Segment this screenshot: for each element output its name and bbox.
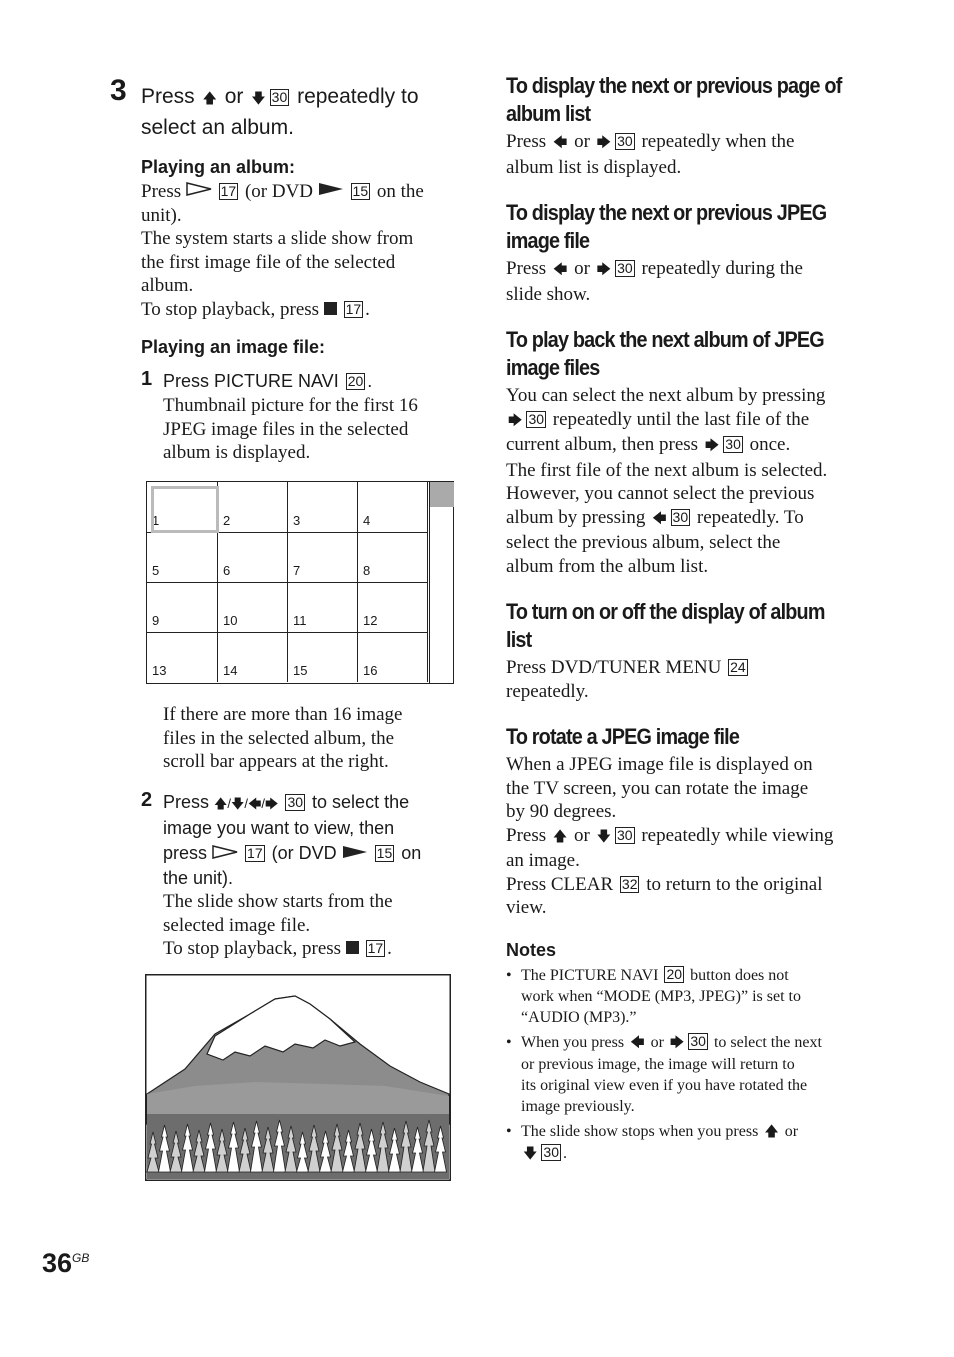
arrow-up-icon: 🡅 [202,90,217,106]
sub-step-1-number: 1 [141,368,153,390]
arrow-left-icon: 🡄 [630,1035,645,1051]
para-album-list-display [506,656,906,703]
arrows-4way-icon: 🡅/🡇/🡄/🡆 [214,796,279,811]
thumbnail-cell[interactable] [147,533,218,583]
arrow-left-icon: 🡄 [552,136,568,151]
h1-l2: album list [506,101,591,126]
button-ref-30: 30 [528,410,545,427]
thumbnail-label: 1 [152,513,160,528]
p3-3end: once. [744,434,791,455]
arrow-up-icon: 🡅 [552,829,568,845]
heading-next-album [506,326,866,382]
p3-6end: repeatedly. To [692,506,804,528]
pa-stop: To stop playback, press [141,298,324,320]
thumbnail-label: 10 [223,613,238,628]
thumbnail-label: 12 [363,613,378,628]
button-ref-17: 17 [220,183,237,199]
thumbnail-cell[interactable] [288,583,358,633]
sub-step-1-text: Press PICTURE NAVI 20 . [163,371,373,391]
h2-l1: To display the next or previous JPEG [506,200,827,225]
thumbnail-cell[interactable] [147,583,218,633]
n1d: “AUDIO (MP3).” [521,1008,637,1026]
play-filled-icon [318,182,344,196]
arrow-up-icon: 🡅 [764,1124,779,1140]
n2d: its original view even if you have rotated the [521,1076,808,1094]
scrollbar-track[interactable] [429,482,454,683]
n3a: The slide show stops when you press [521,1122,763,1140]
h1-l1: To display the next or previous page of [506,73,842,98]
s2-or-dvd: (or DVD [266,843,342,863]
n1c: work when “MODE (MP3, JPEG)” is set to [521,987,801,1005]
p5-3: by 90 degrees. [506,801,617,822]
arrow-down-icon: 🡇 [523,1146,538,1162]
pa-press: Press [141,181,186,202]
sub-step-2-number: 2 [141,789,153,811]
thumbnail-label: 2 [223,513,231,528]
s2-l2: image you want to view, then [163,818,395,838]
p4b: repeatedly. [506,680,589,702]
button-ref-30: 30 [617,133,633,149]
thumbnail-cell[interactable] [288,533,358,583]
button-ref-30: 30 [617,826,633,843]
p5-5: an image. [506,850,580,871]
heading-next-page-album-list [506,72,866,128]
button-ref-30: 30 [690,1032,706,1049]
s2-l1-end: to select the [307,792,410,812]
p1b: repeatedly when the [636,131,795,152]
p5-4b: repeatedly while viewing [636,824,834,846]
arrow-right-icon: 🡆 [596,136,612,151]
p3-8: album from the album list. [506,555,709,577]
bullet-icon: • [506,1122,512,1140]
arrow-right-icon: 🡆 [704,439,720,454]
stop-icon [346,941,359,954]
page-suffix: GB [72,1251,90,1265]
thumbnail-cell[interactable] [358,533,428,583]
n2c: or previous image, the image will return to [521,1055,795,1073]
p3-4: The first file of the next album is selected. [506,459,828,481]
notes-title: Notes [506,939,557,960]
thumbnail-label: 15 [293,663,308,678]
scroll-note [163,703,463,774]
p3-2: repeatedly until the last file of the [548,408,810,430]
pa-desc3: album. [141,275,194,296]
thumbnail-cell[interactable] [218,533,288,583]
thumbnail-cell[interactable] [147,633,218,682]
thumbnail-cell[interactable] [358,633,428,682]
pa-on-the: on the [372,181,424,202]
button-ref-30: 30 [271,89,288,105]
thumbnail-label: 5 [152,563,160,578]
p3-6: album by pressing [506,506,651,528]
p4a: Press DVD/TUNER MENU [506,657,727,678]
s2-l3-press: press [163,843,213,863]
notes-list [506,965,906,1165]
step-3-text [141,82,471,142]
thumbnail-label: 16 [363,663,378,678]
button-ref-30: 30 [725,436,741,452]
thumbnail-cell[interactable] [288,633,358,682]
scrollbar-thumb[interactable] [430,482,454,507]
h4-l1: To turn on or off the display of album [506,599,825,624]
p2or: or [569,258,595,279]
button-ref-17: 17 [345,300,362,317]
button-ref-15: 15 [352,183,369,199]
p5-6a: Press CLEAR [506,873,618,895]
thumbnail-label: 14 [223,663,238,678]
page-number [42,1248,89,1279]
sub-step-1-desc [163,394,463,465]
p3-1: You can select the next album by pressing [506,385,826,406]
button-ref-30: 30 [543,1143,559,1160]
thumbnail-cell[interactable] [218,482,288,533]
heading-rotate-jpeg: To rotate a JPEG image file [506,724,740,749]
button-ref-17: 17 [247,845,263,861]
button-ref-30: 30 [672,508,689,525]
thumbnail-label: 13 [152,663,167,678]
thumbnail-label: 3 [293,513,301,528]
scroll-note-l2: files in the selected album, the [163,727,395,749]
selected-thumbnail-highlight [151,486,219,533]
p1or: or [569,131,595,152]
right-column [506,72,906,1165]
step-3-or: or [218,85,250,108]
button-ref-20: 20 [347,373,364,389]
playing-album-title: Playing an album: [141,157,296,177]
pa-desc2: the first image file of the selected [141,251,396,273]
p1a: Press [506,131,551,152]
n2b: to select the next [709,1033,822,1051]
p5-4a: Press [506,824,551,846]
arrow-down-icon: 🡇 [251,90,266,106]
pa-unit: unit). [141,204,182,226]
note-item-1 [506,965,906,1028]
button-ref-30: 30 [287,794,304,810]
s2-l4: the unit). [163,868,234,888]
thumbnail-cell[interactable] [218,633,288,682]
s2-stop: To stop playback, press [163,938,346,959]
page-number-value: 36 [42,1248,73,1278]
play-filled-icon [342,845,368,859]
p3-7: select the previous album, select the [506,532,781,553]
s2-d2: selected image file. [163,914,311,936]
mountain-illustration [145,974,451,1181]
step-3-number: 3 [110,74,127,107]
s2-press: Press [163,792,215,812]
button-ref-17: 17 [367,940,384,956]
heading-album-list-display [506,598,866,654]
thumbnail-cell[interactable] [358,583,428,633]
step-3-press: Press [141,85,201,108]
h2-l2: image file [506,228,590,253]
para-rotate-jpeg [506,753,906,920]
step-3-repeatedly: repeatedly to [291,85,419,108]
p5-2: the TV screen, you can rotate the image [506,777,809,799]
s2-on: on [396,843,422,863]
playing-image-title: Playing an image file: [141,337,326,357]
arrow-right-icon: 🡆 [596,263,612,278]
thumbnail-label: 4 [363,513,371,528]
note-item-3: • The slide show stops when you press 🡅 or 🡇 30 . [506,1121,906,1165]
button-ref-30: 30 [617,260,633,276]
n2or: or [646,1033,668,1051]
ps1-d2: JPEG image files in the selected [163,418,409,440]
bullet-icon: • [506,966,512,984]
bullet-icon: • [506,1033,512,1051]
playing-album-text: Press 17 (or DVD 15 on the unit). The system starts a slide show from the first image file of the selected album. To stop playback, press 17 . [141,181,424,320]
thumbnail-label: 6 [223,563,231,578]
p5-7: view. [506,897,547,918]
thumbnail-cell[interactable] [288,482,358,533]
play-outline-icon [212,845,238,859]
ps1-d3: album is displayed. [163,442,311,463]
p2a: Press [506,258,551,279]
pa-or-dvd: (or DVD [240,181,318,202]
thumbnail-label: 9 [152,613,160,628]
thumbnail-grid [146,481,454,684]
arrow-left-icon: 🡄 [552,263,568,278]
h4-l2: list [506,627,532,652]
play-outline-icon [186,182,212,196]
para-next-jpeg [506,257,906,306]
p1c: album list is displayed. [506,156,682,178]
step-3-line2: select an album. [141,116,294,139]
p3-3: current album, then press [506,434,703,455]
arrow-down-icon: 🡇 [596,829,612,845]
h3-l1: To play back the next album of JPEG [506,327,824,352]
p5-4or: or [569,824,595,846]
scroll-note-l3: scroll bar appears at the right. [163,751,389,772]
pa-desc1: The system starts a slide show from [141,228,414,249]
p3-5: However, you cannot select the previous [506,483,815,504]
ps1-text: Press PICTURE NAVI [163,371,344,391]
p2c: slide show. [506,283,591,305]
button-ref-24: 24 [730,659,746,675]
p5-1: When a JPEG image file is displayed on [506,754,813,775]
sub-step-2-desc: The slide show starts from the selected image file. To stop playback, press 17 . [163,891,393,959]
h3-l2: image files [506,355,600,380]
thumbnail-cell[interactable] [358,482,428,533]
heading-next-jpeg [506,199,866,255]
arrow-right-icon: 🡆 [508,413,523,429]
thumbnail-label: 11 [293,613,307,628]
para-next-page [506,130,906,179]
n2e: image previously. [521,1097,635,1115]
sub-step-2-text [163,790,463,891]
button-ref-32: 32 [621,875,638,892]
arrow-left-icon: 🡄 [652,511,667,527]
s2-d1: The slide show starts from the [163,891,393,912]
n3or: or [780,1122,799,1140]
note-item-2 [506,1032,906,1117]
p2b: repeatedly during the [636,258,803,279]
ps1-d1: Thumbnail picture for the first 16 [163,395,418,416]
n2a: When you press [521,1033,629,1051]
arrow-right-icon: 🡆 [669,1035,685,1051]
stop-icon [324,302,337,315]
button-ref-15: 15 [376,845,393,861]
n1b: button does not [686,966,789,984]
thumbnail-cell[interactable] [218,583,288,633]
para-next-album [506,384,906,578]
p5-6b: to return to the original [641,873,823,895]
n1a: The PICTURE NAVI [521,966,663,984]
thumbnail-label: 7 [293,563,301,578]
scroll-note-l1: If there are more than 16 image [163,704,403,725]
thumbnail-label: 8 [363,563,371,578]
button-ref-20: 20 [666,965,683,982]
